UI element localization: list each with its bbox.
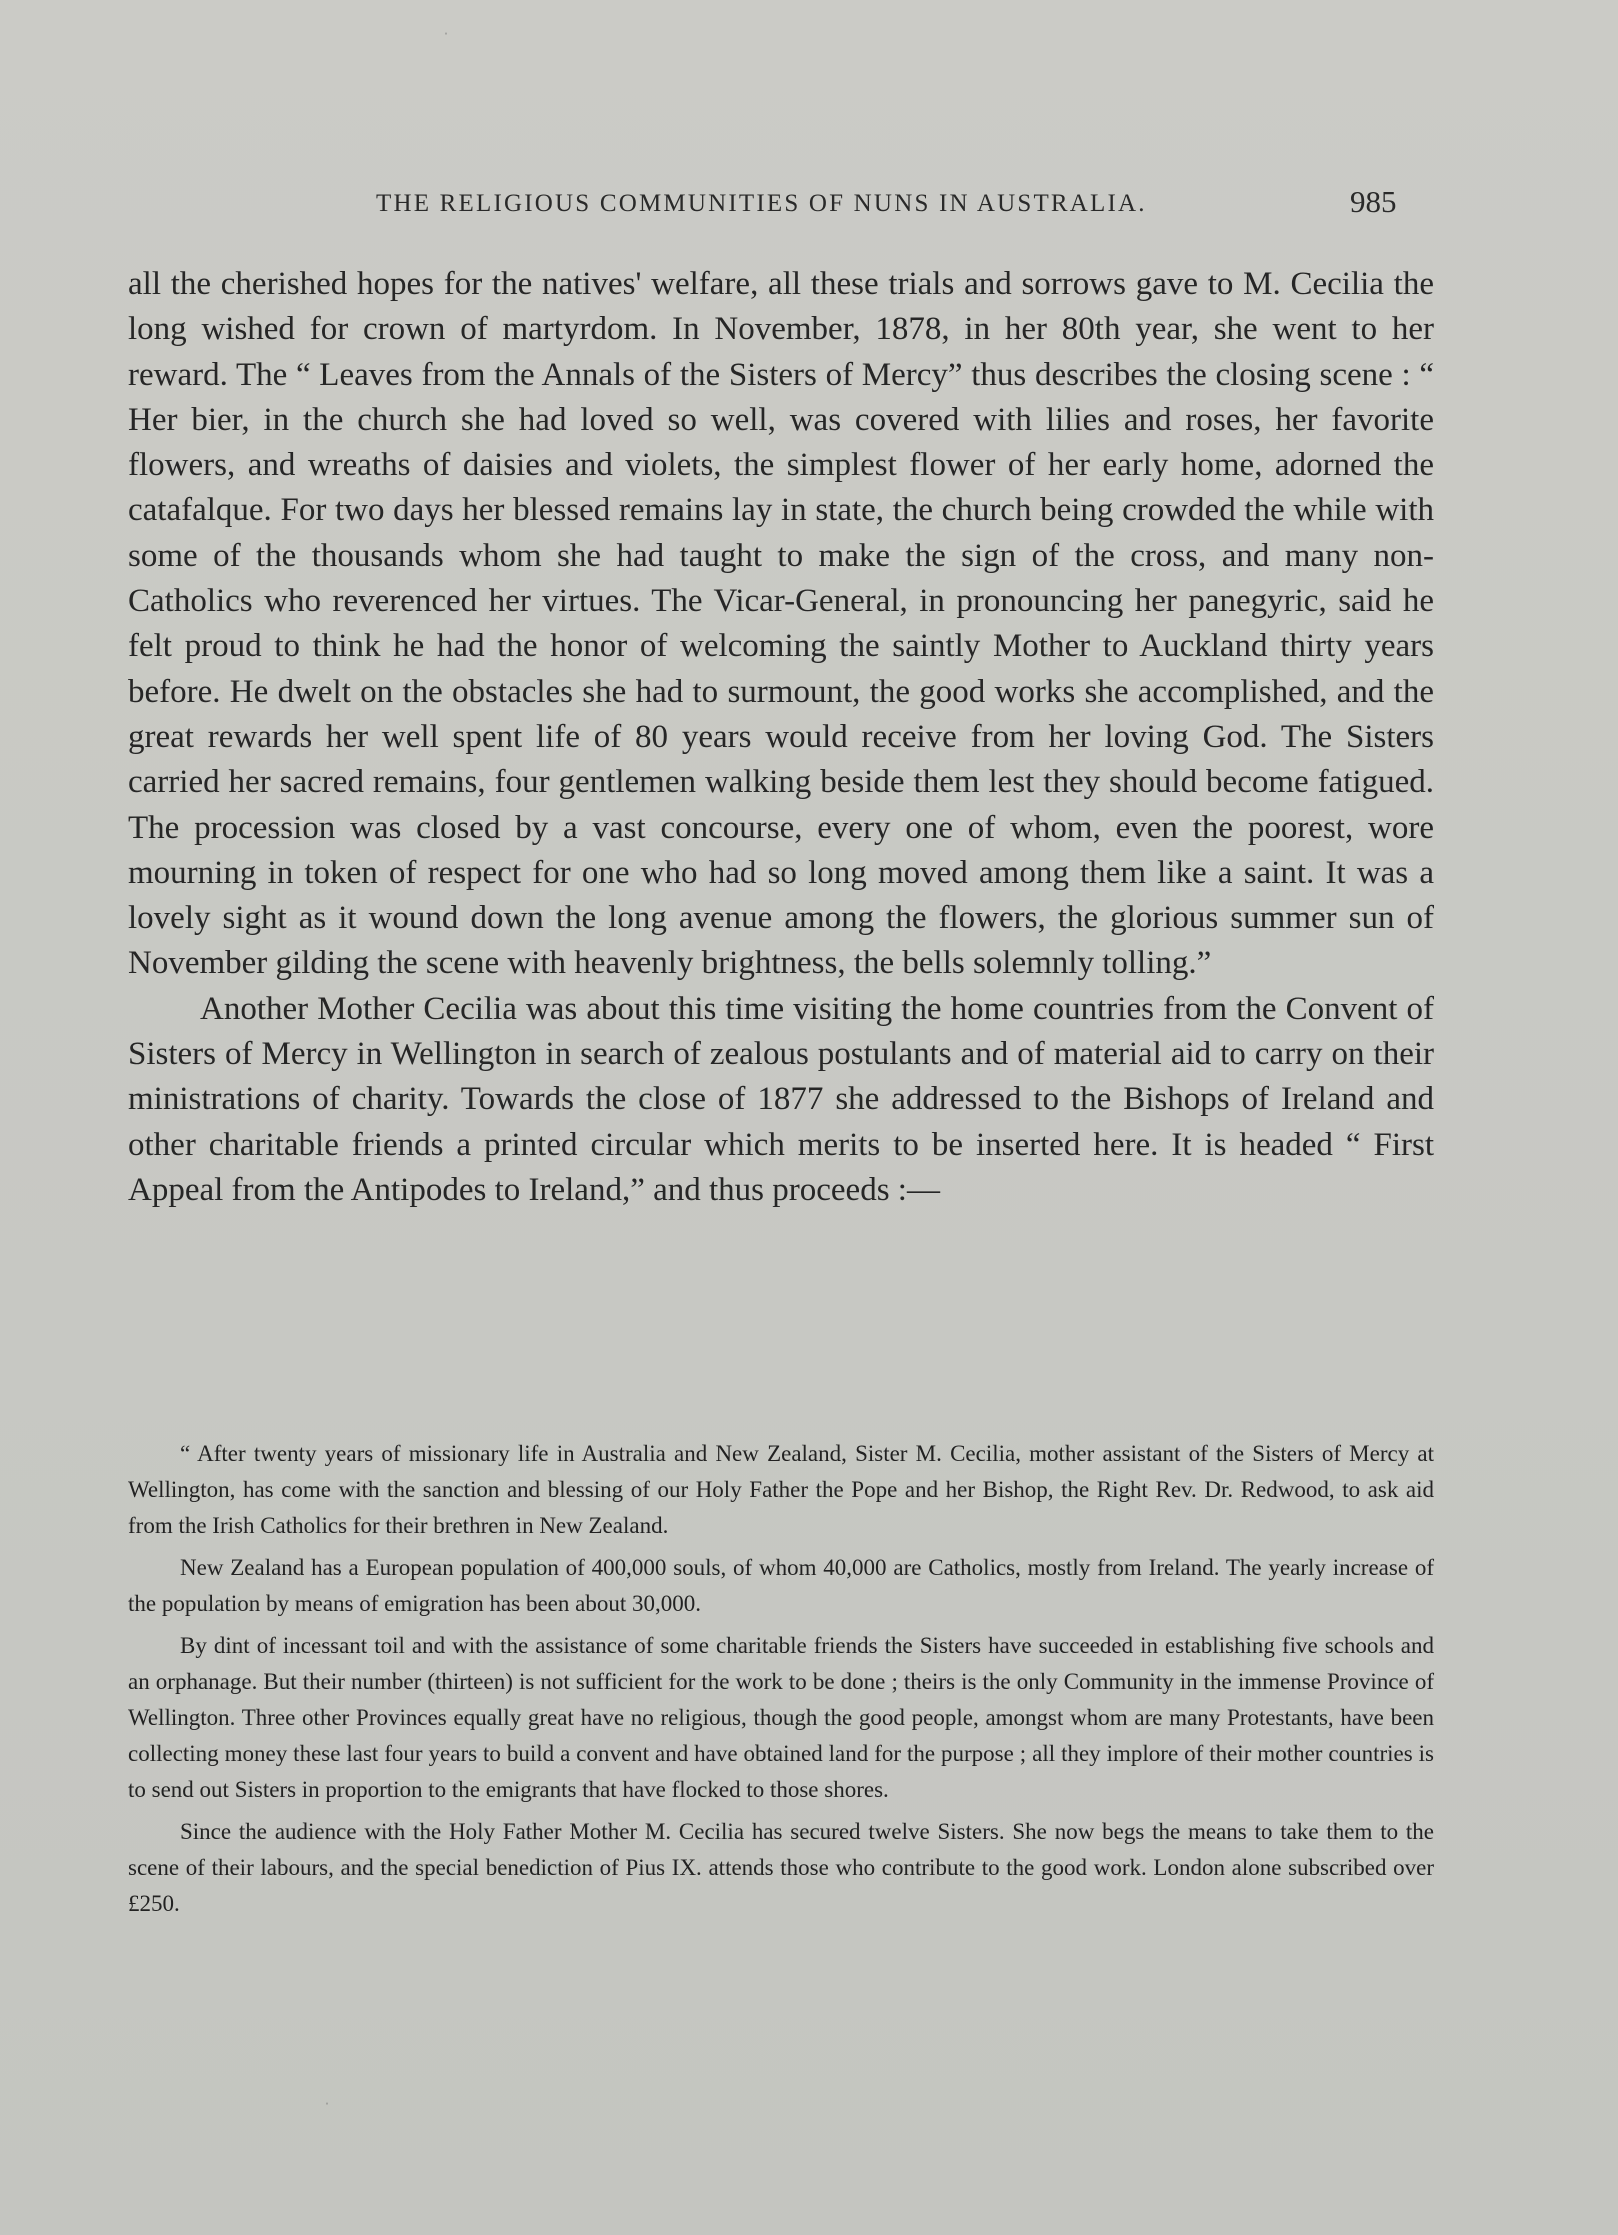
ink-speck: ˈ <box>325 2100 329 2114</box>
appeal-paragraph-4: Since the audience with the Holy Father Mother M. Cecilia has secured twelve Sisters. She now begs the means to take them to the scene of their labours, and the special benediction of Pius IX. attends those who contribute to the good work. London alone subscribed over £250. <box>128 1819 1434 1916</box>
page-number: 985 <box>1350 184 1397 219</box>
ink-speck: ˈ <box>444 30 448 44</box>
body-paragraph-2: Another Mother Cecilia was about this time visiting the home countries from the Convent of Sisters of Mercy in Wellington in search of zealous postulants and of material aid to carry on their ministrations of charity. Towards the close of 1877 she addressed to the Bishops of Ireland and other charitable friends a printed circular which merits to be inserted here. It is headed “ First Appeal from the Antipodes to Ireland,” and thus proceeds :— <box>128 990 1434 1208</box>
appeal-quotation <box>128 1436 1434 1928</box>
appeal-paragraph-3: By dint of incessant toil and with the assistance of some charitable friends the Sisters have succeeded in establishing five schools and an orphanage. But their number (thirteen) is not sufficient for the work to be done ; theirs is the only Community in the immense Province of Wellington. Three other Provinces equally great have no religious, though the good people, amongst whom are many Protestants, have been collecting money these last four years to build a convent and have obtained land for the purpose ; all they implore of their mother countries is to send out Sisters in proportion to the emigrants that have flocked to those shores. <box>128 1633 1434 1802</box>
appeal-paragraph-1: “ After twenty years of missionary life in Australia and New Zealand, Sister M. Cecilia, mother assistant of the Sisters of Mercy at Wellington, has come with the sanction and blessing of our Holy Father the Pope and her Bishop, the Right Rev. Dr. Redwood, to ask aid from the Irish Catholics for their brethren in New Zealand. <box>128 1441 1434 1538</box>
appeal-paragraph-2: New Zealand has a European population of 400,000 souls, of whom 40,000 are Catholics, mostly from Ireland. The yearly increase of the population by means of emigration has been about 30,000. <box>128 1555 1434 1616</box>
body-paragraph-1: all the cherished hopes for the natives' welfare, all these trials and sorrows gave to M. Cecilia the long wished for crown of martyrdom. In November, 1878, in her 80th year, she went to her reward. The “ Leaves from the Annals of the Sisters of Mercy” thus describes the closing scene : “ Her bier, in the church she had loved so well, was covered with lilies and roses, her favorite flowers, and wreaths of daisies and violets, the simplest flower of her early home, adorned the catafalque. For two days her blessed remains lay in state, the church being crowded the while with some of the thousands whom she had taught to make the sign of the cross, and many non-Catholics who reverenced her virtues. The Vicar-General, in pronouncing her panegyric, said he felt proud to think he had the honor of welcoming the saintly Mother to Auckland thirty years before. He dwelt on the obstacles she had to surmount, the good works she accomplished, and the great rewards her well spent life of 80 years would receive from her loving God. The Sisters carried her sacred remains, four gentlemen walking beside them lest they should become fatigued. The procession was closed by a vast concourse, every one of whom, even the poorest, wore mourning in token of respect for one who had so long moved among them like a saint. It was a lovely sight as it wound down the long avenue among the flowers, the glorious summer sun of November gilding the scene with heavenly brightness, the bells solemnly tolling.” <box>128 266 1434 982</box>
running-head: THE RELIGIOUS COMMUNITIES OF NUNS IN AUSTRALIA. <box>376 190 1147 217</box>
main-text <box>128 262 1434 1213</box>
